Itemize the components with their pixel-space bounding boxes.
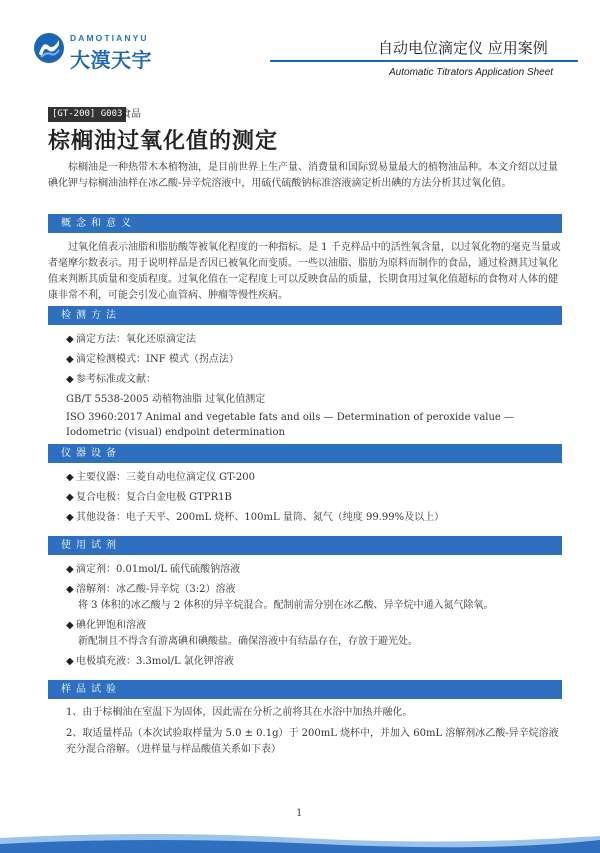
footer-wave-decoration xyxy=(0,828,600,853)
diamond-bullet-icon: ◆ xyxy=(66,492,74,503)
list-item: ◆ 复合电极：复合白金电极 GTPR1B xyxy=(66,490,562,506)
diamond-bullet-icon: ◆ xyxy=(66,564,74,575)
section-header-concept xyxy=(48,214,562,233)
list-item: ◆ 滴定方法：氧化还原滴定法 xyxy=(66,332,562,348)
list-item-detail: 将 3 体积的冰乙酸与 2 体积的异辛烷混合。配制前需分别在冰乙酸、异辛烷中通入氮气除氧。 xyxy=(78,600,494,611)
diamond-bullet-icon: ◆ xyxy=(66,472,74,483)
diamond-bullet-icon: ◆ xyxy=(66,512,74,523)
page-number: 1 xyxy=(296,808,303,819)
diamond-bullet-icon: ◆ xyxy=(66,374,74,385)
list-item: ◆ 滴定剂：0.01mol/L 硫代硫酸钠溶液 xyxy=(66,562,562,578)
document-code: [GT-200] G003 xyxy=(48,107,126,122)
sample-step: 2、取适量样品（本次试验取样量为 5.0 ± 0.1g）于 200mL 烧杯中，并加入 60mL 溶解剂冰乙酸-异辛烷溶液充分混合溶解。（进样量与样品酸值关系如下表） xyxy=(66,728,559,755)
header-subtitle: Automatic Titrators Application Sheet xyxy=(389,67,554,78)
list-item: ◆ 参考标准或文献： xyxy=(66,372,562,388)
diamond-bullet-icon: ◆ xyxy=(66,334,74,345)
section-header-sample xyxy=(48,680,562,699)
section-title: 检测方法 xyxy=(61,310,121,321)
brand-name-en: DAMOTIANYU xyxy=(70,33,149,43)
section-header-instrument xyxy=(48,444,562,463)
intro-paragraph: 棕榈油是一种热带木本植物油，是目前世界上生产量、消费量和国际贸易量最大的植物油品种。本文介绍以过量碘化钾与棕榈油油样在冰乙酸-异辛烷溶液中，用硫代硫酸钠标准溶液滴定析出碘的方法分析其过氧化值。 xyxy=(48,162,558,189)
diamond-bullet-icon: ◆ xyxy=(66,584,74,595)
section-header-method xyxy=(48,306,562,325)
diamond-bullet-icon: ◆ xyxy=(66,354,74,365)
section-header-reagent xyxy=(48,536,562,555)
concept-paragraph: 过氧化值表示油脂和脂肪酸等被氧化程度的一种指标。是 1 千克样品中的活性氧含量，以过氧化物的毫克当量或者毫摩尔数表示。用于说明样品是否因已被氧化而变质。一些以油脂、脂肪为原料而制作的食品，通过检测其过氧化值来判断其质量和变质程度。过氧化值在一定程度上可以反映食品的质量，长期食用过氧化值超标的食物对人体的健康非常不利，可能会引发心血管病、肿瘤等慢性疾病。 xyxy=(48,242,561,301)
list-item: ◆ 电极填充液：3.3mol/L 氯化钾溶液 xyxy=(66,654,562,670)
section-title: 样品试验 xyxy=(61,684,121,695)
list-item: ◆ 滴定检测模式：INF 模式（拐点法） xyxy=(66,352,562,368)
header-divider xyxy=(270,60,578,62)
section-title: 仪器设备 xyxy=(61,448,121,459)
diamond-bullet-icon: ◆ xyxy=(66,656,74,667)
list-item: ◆ 溶解剂：冰乙酸-异辛烷（3:2）溶液 将 3 体积的冰乙酸与 2 体积的异辛烷混合。配制前需分别在冰乙酸、异辛烷中通入氮气除氧。 xyxy=(66,582,562,614)
sample-step: 1、由于棕榈油在室温下为固体，因此需在分析之前将其在水浴中加热并融化。 xyxy=(66,707,413,718)
section-title: 使用试剂 xyxy=(61,540,121,551)
reference-item: ISO 3960:2017 Animal and vegetable fats and oils — Determination of peroxide value — Iodometric (visual) endpoint determination xyxy=(66,412,515,438)
list-item-detail: 新配制且不得含有游离碘和碘酸盐。确保溶液中有结晶存在，存放于避光处。 xyxy=(78,636,418,647)
list-item: ◆ 主要仪器：三菱自动电位滴定仪 GT-200 xyxy=(66,470,562,486)
diamond-bullet-icon: ◆ xyxy=(66,620,74,631)
section-title: 概念和意义 xyxy=(61,218,136,229)
list-item: ◆ 其他设备：电子天平、200mL 烧杯、100mL 量筒、氮气（纯度 99.99%及以上） xyxy=(66,510,562,526)
list-item: ◆ 碘化钾饱和溶液 新配制且不得含有游离碘和碘酸盐。确保溶液中有结晶存在，存放于避光处。 xyxy=(66,618,562,650)
header-title: 自动电位滴定仪 应用案例 xyxy=(378,39,548,57)
reference-item: GB/T 5538-2005 动植物油脂 过氧化值测定 xyxy=(66,394,266,405)
brand-logo-icon xyxy=(33,32,65,64)
brand-name-cn: 大漠天宇 xyxy=(70,48,152,72)
page-title: 棕榈油过氧化值的测定 xyxy=(48,129,279,154)
document-category: 食品 xyxy=(121,109,141,120)
